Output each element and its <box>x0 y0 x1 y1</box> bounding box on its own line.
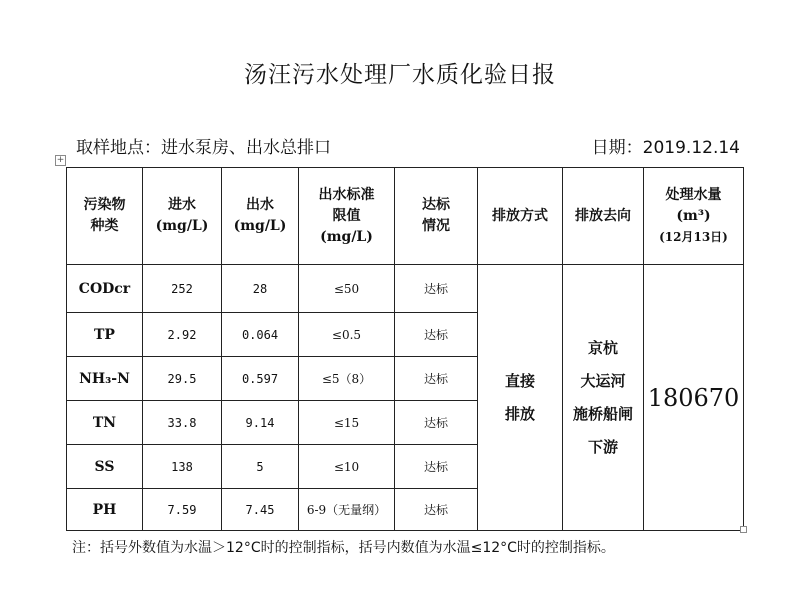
table-header-row <box>67 168 744 265</box>
inflow-value: 29.5 <box>143 357 222 401</box>
inflow-value: 2.92 <box>143 313 222 357</box>
outflow-value: 7.45 <box>222 489 299 531</box>
status-value: 达标 <box>395 401 478 445</box>
treated-volume-value: 180670 <box>644 265 744 531</box>
water-quality-table <box>66 167 744 531</box>
header-volume: 处理水量 (m³) (12月13日) <box>644 168 744 265</box>
pollutant-name: TN <box>67 401 143 445</box>
limit-value: ≤5（8） <box>299 357 395 401</box>
table-row <box>67 265 744 313</box>
header-discharge-destination: 排放去向 <box>563 168 644 265</box>
status-value: 达标 <box>395 489 478 531</box>
table-resize-handle[interactable] <box>740 526 747 533</box>
pollutant-name: CODcr <box>67 265 143 313</box>
footnote: 注：括号外数值为水温＞12°C时的控制指标，括号内数值为水温≤12°C时的控制指标。 <box>72 540 615 556</box>
outflow-value: 5 <box>222 445 299 489</box>
pollutant-name: NH₃-N <box>67 357 143 401</box>
pollutant-name: PH <box>67 489 143 531</box>
status-value: 达标 <box>395 265 478 313</box>
outflow-value: 0.064 <box>222 313 299 357</box>
inflow-value: 7.59 <box>143 489 222 531</box>
limit-value: ≤50 <box>299 265 395 313</box>
header-discharge-method: 排放方式 <box>478 168 563 265</box>
move-handle-icon[interactable]: + <box>56 155 65 165</box>
status-value: 达标 <box>395 313 478 357</box>
inflow-value: 33.8 <box>143 401 222 445</box>
outflow-value: 9.14 <box>222 401 299 445</box>
header-outflow: 出水 (mg/L) <box>222 168 299 265</box>
header-status: 达标 情况 <box>395 168 478 265</box>
report-date: 日期：2019.12.14 <box>591 138 740 158</box>
limit-value: ≤10 <box>299 445 395 489</box>
outflow-value: 0.597 <box>222 357 299 401</box>
inflow-value: 138 <box>143 445 222 489</box>
status-value: 达标 <box>395 357 478 401</box>
header-inflow: 进水 (mg/L) <box>143 168 222 265</box>
pollutant-name: SS <box>67 445 143 489</box>
pollutant-name: TP <box>67 313 143 357</box>
status-value: 达标 <box>395 445 478 489</box>
header-pollutant: 污染物 种类 <box>67 168 143 265</box>
report-title: 汤汪污水处理厂水质化验日报 <box>244 62 556 88</box>
limit-value: ≤0.5 <box>299 313 395 357</box>
inflow-value: 252 <box>143 265 222 313</box>
outflow-value: 28 <box>222 265 299 313</box>
limit-value: 6-9（无量纲） <box>299 489 395 531</box>
discharge-method-cell: 直接 排放 <box>478 265 563 531</box>
header-limit: 出水标准 限值 (mg/L) <box>299 168 395 265</box>
sampling-location: 取样地点：进水泵房、出水总排口 <box>76 138 331 158</box>
discharge-destination-cell: 京杭 大运河 施桥船闸 下游 <box>563 265 644 531</box>
limit-value: ≤15 <box>299 401 395 445</box>
